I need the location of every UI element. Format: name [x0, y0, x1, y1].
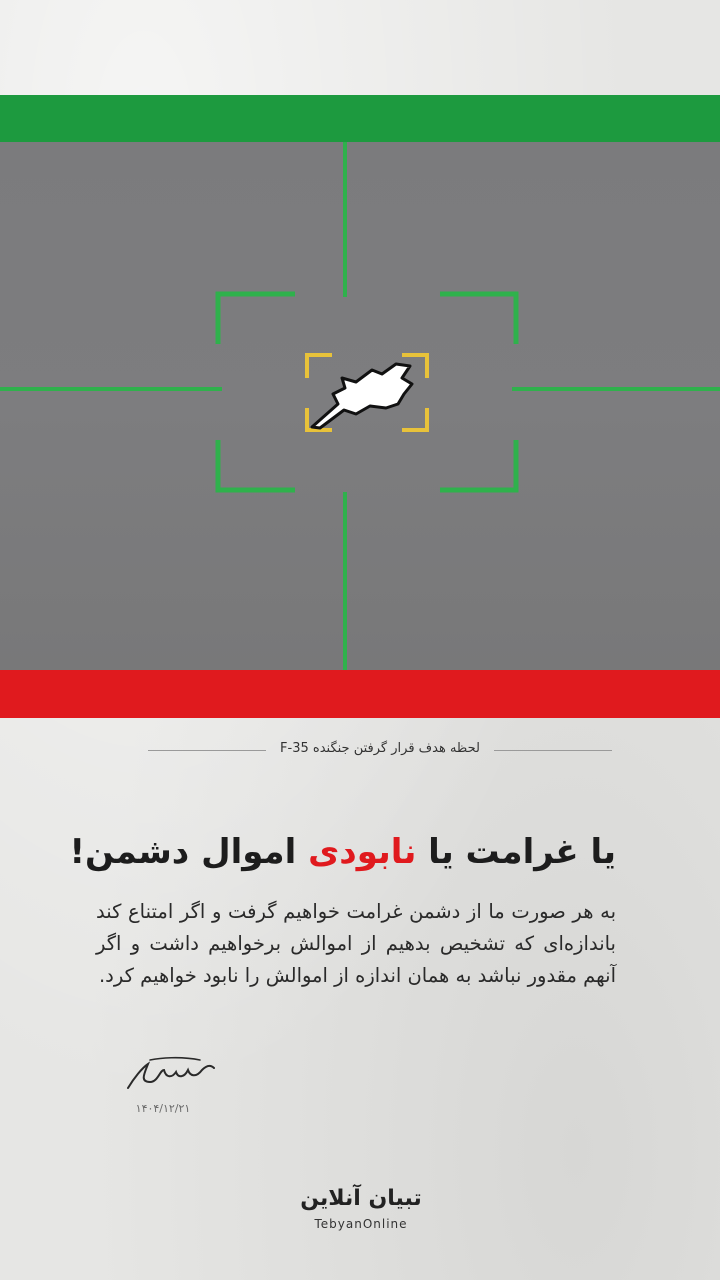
quote-body: به هر صورت ما از دشمن غرامت خواهیم گرفت و اگر امتناع کند باندازه‌ای که تشخیص بدهیم از اموالش برخواهیم داشت و اگر آنهم مقدور نباشد به همان اندازه از اموالش را نابود خواهیم کرد. [96, 900, 616, 987]
caption-text: لحظه هدف قرار گرفتن جنگنده F-35 [280, 741, 480, 756]
crosshair-icon [0, 142, 720, 670]
headline-part1: یا غرامت یا [416, 832, 616, 872]
fighter-jet-icon [312, 364, 412, 428]
headline-part2: اموال دشمن! [69, 832, 309, 872]
headline [69, 832, 616, 872]
caption-divider-right [494, 750, 612, 751]
target-scene [0, 142, 720, 670]
caption [148, 740, 612, 762]
flag-green-stripe [0, 95, 720, 142]
headline-highlight: نابودی [308, 832, 417, 872]
brand-logo-fa: تبیان آنلاین [300, 1186, 422, 1211]
brand-logo-en: TebyanOnline [314, 1217, 408, 1231]
caption-divider-left [148, 750, 266, 751]
signature-date: ۱۴۰۴/۱۲/۲۱ [135, 1102, 191, 1115]
flag-red-stripe [0, 670, 720, 718]
signature-icon [120, 1048, 220, 1098]
